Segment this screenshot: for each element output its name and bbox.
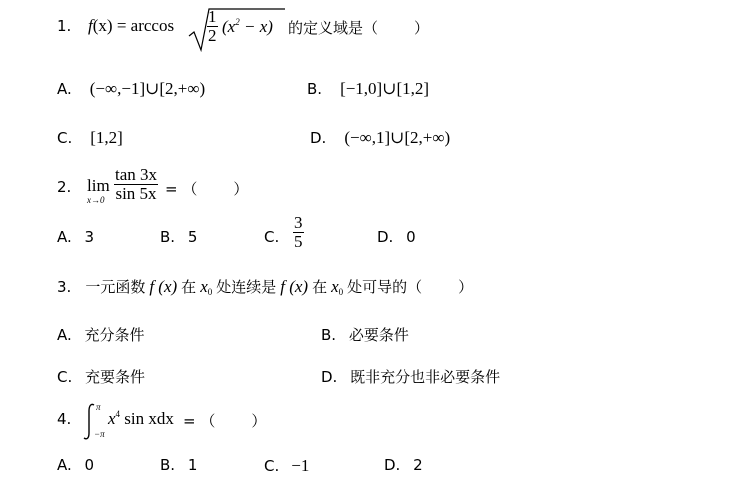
function-symbol: f (88, 16, 93, 35)
option-value: 5 (187, 228, 198, 246)
option-value: 3 (84, 228, 95, 246)
fraction-numerator: 3 (294, 213, 303, 232)
limit (87, 176, 110, 196)
question-number: 2. (57, 178, 72, 196)
question-4 (57, 410, 71, 428)
question-text-part: 处连续是 (216, 278, 277, 296)
question-number: 1. (57, 17, 72, 35)
inner-rest: − x) (243, 17, 273, 36)
q1-option-a (57, 79, 205, 99)
option-label: D. (321, 368, 338, 386)
q4-option-d (384, 456, 423, 474)
q1-option-d (310, 128, 450, 148)
fraction-denominator: 2 (208, 26, 217, 45)
integrand-rest: sin xdx (124, 409, 174, 428)
option-value: (−∞,−1]∪[2,+∞) (89, 79, 206, 98)
q3-option-c (57, 366, 145, 387)
function-term: f (x) (149, 277, 178, 296)
q1-text (288, 17, 429, 38)
option-value: (−∞,1]∪[2,+∞) (344, 128, 451, 147)
integrand-exponent: 4 (115, 409, 121, 419)
inner-open: (x (222, 17, 236, 36)
option-label: B. (321, 326, 337, 344)
question-1 (57, 17, 71, 35)
question-text-part: 一元函数 (85, 278, 146, 296)
option-value: 既非充分也非必要条件 (350, 368, 501, 386)
q3-option-b (321, 324, 409, 345)
integrand (108, 409, 174, 429)
equals-arccos: = arccos (116, 16, 175, 35)
lim-text: lim (87, 176, 110, 195)
question-text-part: 在 (312, 278, 328, 296)
option-value: 必要条件 (348, 326, 409, 344)
close-paren: ） (414, 19, 430, 37)
option-label: A. (57, 456, 72, 474)
point-subscript: 0 (207, 287, 213, 297)
option-label: D. (310, 129, 327, 147)
fraction-numerator: 1 (208, 7, 217, 26)
option-label: C. (264, 457, 280, 475)
fraction-numerator: tan 3x (115, 165, 158, 184)
function-term: f (x) (280, 277, 309, 296)
option-label: D. (377, 228, 394, 246)
fraction-denominator: sin 5x (115, 184, 157, 203)
q4-text (183, 410, 266, 431)
q1-fraction (207, 8, 218, 45)
option-label: D. (384, 456, 401, 474)
option-label: C. (57, 368, 73, 386)
fraction-denominator: 5 (294, 232, 303, 251)
option-label: C. (264, 228, 280, 246)
option-value: 充分条件 (84, 326, 145, 344)
option-value: −1 (291, 456, 310, 475)
q2-option-a (57, 228, 94, 246)
question-number: 4. (57, 410, 72, 428)
close-paren: ） (233, 180, 249, 198)
option-label: A. (57, 326, 72, 344)
q1-option-c (57, 128, 123, 148)
question-2 (57, 178, 71, 196)
option-label: C. (57, 129, 73, 147)
q3-option-d (321, 366, 500, 387)
function-arg: (x) (92, 16, 113, 35)
option-label: B. (160, 228, 176, 246)
option-value: 0 (406, 228, 416, 246)
option-label: B. (160, 456, 176, 474)
q2-option-c-label (264, 228, 279, 246)
option-label: A. (57, 80, 72, 98)
integrand-variable: x (108, 409, 116, 428)
q3-option-a (57, 324, 145, 345)
question-text-part: 处可导的（ (347, 278, 423, 296)
option-value: 2 (413, 456, 423, 474)
close-paren: ） (458, 278, 474, 296)
option-value: 1 (187, 456, 198, 474)
option-value: 充要条件 (85, 368, 146, 386)
q2-option-b (160, 228, 197, 246)
q4-option-c (264, 456, 309, 476)
q4-option-b (160, 456, 197, 474)
option-value: [−1,0]∪[1,2] (340, 79, 430, 98)
point-symbol: x (331, 277, 339, 296)
point-symbol: x (200, 277, 208, 296)
q1-inner (222, 17, 273, 37)
question-text: 的定义域是（ (288, 19, 379, 37)
q2-option-d (377, 228, 416, 246)
question-3 (57, 276, 473, 297)
q2-option-c-fraction (293, 214, 304, 251)
option-label: A. (57, 228, 72, 246)
q2-text (165, 178, 248, 199)
question-number: 3. (57, 278, 72, 296)
inner-exponent: 2 (235, 17, 240, 27)
option-value: 0 (84, 456, 95, 474)
question-text-part: 在 (181, 278, 197, 296)
question-text: = （ (183, 412, 216, 430)
close-paren: ） (251, 412, 267, 430)
option-label: B. (307, 80, 323, 98)
integral-lower-limit: −π (94, 429, 105, 439)
q1-option-b (307, 79, 429, 99)
q1-formula (88, 16, 174, 36)
lim-subscript: x→0 (87, 195, 105, 205)
integral-upper-limit: π (96, 402, 101, 412)
point-subscript: 0 (338, 287, 344, 297)
question-text: = （ (165, 180, 198, 198)
option-value: [1,2] (90, 128, 123, 147)
q4-option-a (57, 456, 94, 474)
q2-fraction (114, 166, 158, 203)
